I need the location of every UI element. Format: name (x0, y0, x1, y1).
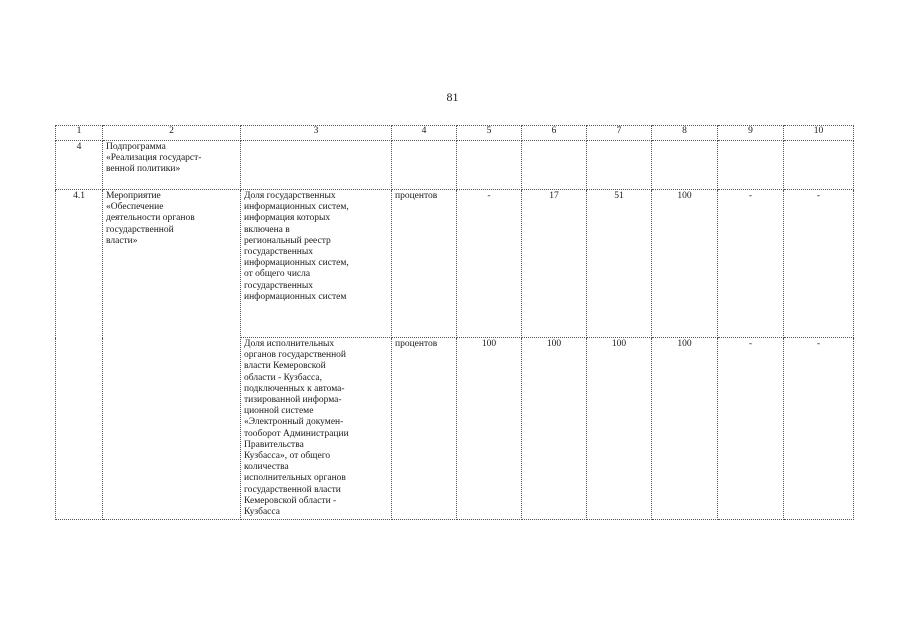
page-number: 81 (446, 90, 459, 104)
header-cell: 8 (652, 126, 718, 141)
empty-cell (457, 141, 522, 190)
cell-text-line: «Реализация государст- (106, 153, 202, 164)
header-cell: 3 (241, 126, 392, 141)
activity-name (103, 190, 241, 520)
empty-cell (241, 141, 392, 190)
empty-cell (652, 141, 718, 190)
header-cell: 4 (392, 126, 457, 141)
header-cell: 6 (522, 126, 587, 141)
cell-text-line: количества (244, 462, 289, 473)
indicators-table (55, 125, 854, 520)
cell-text-line: тизированной информа- (244, 395, 342, 406)
cell-text-line: региональный реестр (244, 235, 331, 246)
value-cell: - (784, 190, 854, 338)
cell-text-line: информационных систем (244, 291, 347, 302)
cell-text-line: Доля государственных (244, 191, 336, 201)
value-cell: 17 (522, 190, 587, 338)
cell-text-line: ционной системе (244, 406, 314, 417)
cell-text-line: информация которых (244, 213, 331, 224)
header-cell: 5 (457, 126, 522, 141)
subprogram-number: 4 (56, 141, 103, 190)
cell-text-line: включена в (244, 224, 290, 235)
cell-text-line: от общего числа (244, 269, 311, 280)
cell-text-line: «Обеспечение (106, 202, 164, 213)
cell-text-line: государственной власти (244, 484, 341, 495)
header-cell: 10 (784, 126, 854, 141)
cell-text-line: государственных (244, 247, 314, 258)
empty-cell (392, 141, 457, 190)
cell-text-line: исполнительных органов (244, 473, 346, 484)
value-cell: - (784, 338, 854, 520)
empty-cell (784, 141, 854, 190)
activity-number: 4.1 (56, 190, 103, 520)
value-cell: 100 (652, 190, 718, 338)
cell-text-line: области - Кузбасса, (244, 372, 322, 383)
cell-text-line: Доля исполнительных (244, 339, 335, 349)
empty-cell (718, 141, 784, 190)
empty-cell (587, 141, 652, 190)
header-cell: 9 (718, 126, 784, 141)
cell-text-line: информационных систем, (244, 202, 349, 213)
cell-text-line: власти Кемеровской (244, 361, 326, 372)
subprogram-name (103, 141, 241, 190)
unit-cell: процентов (392, 338, 457, 520)
cell-text-line: Кемеровской области - (244, 495, 337, 506)
unit-cell: процентов (392, 190, 457, 338)
cell-text-line: государственной (106, 224, 174, 235)
value-cell: - (457, 190, 522, 338)
cell-text-line: Кузбасса», от общего (244, 451, 331, 462)
value-cell: 100 (457, 338, 522, 520)
cell-text-line: подключенных к автома- (244, 383, 345, 394)
cell-text-line: органов государственной (244, 350, 347, 361)
header-cell: 1 (56, 126, 103, 141)
cell-text-line: информационных систем, (244, 258, 349, 269)
value-cell: - (718, 190, 784, 338)
cell-text-line: Правительства (244, 439, 304, 450)
cell-text-line: венной политики» (106, 164, 181, 175)
header-cell: 7 (587, 126, 652, 141)
cell-text-line: тооборот Администрации (244, 428, 349, 439)
value-cell: 100 (522, 338, 587, 520)
table-row-subprogram (56, 141, 854, 190)
cell-text-line: власти» (106, 235, 138, 246)
cell-text-line: Подпрограмма (106, 142, 166, 152)
cell-text-line: Мероприятие (106, 191, 161, 201)
value-cell: 51 (587, 190, 652, 338)
table-header-row (56, 126, 854, 141)
indicator-text (241, 338, 392, 520)
value-cell: 100 (652, 338, 718, 520)
value-cell: - (718, 338, 784, 520)
header-cell: 2 (103, 126, 241, 141)
cell-text-line: «Электронный докумен- (244, 417, 344, 428)
empty-cell (522, 141, 587, 190)
cell-text-line: государственных (244, 280, 314, 291)
table-row-indicator-1 (56, 190, 854, 338)
cell-text-line: деятельности органов (106, 213, 195, 224)
cell-text-line: Кузбасса (244, 507, 280, 518)
value-cell: 100 (587, 338, 652, 520)
indicator-text (241, 190, 392, 338)
